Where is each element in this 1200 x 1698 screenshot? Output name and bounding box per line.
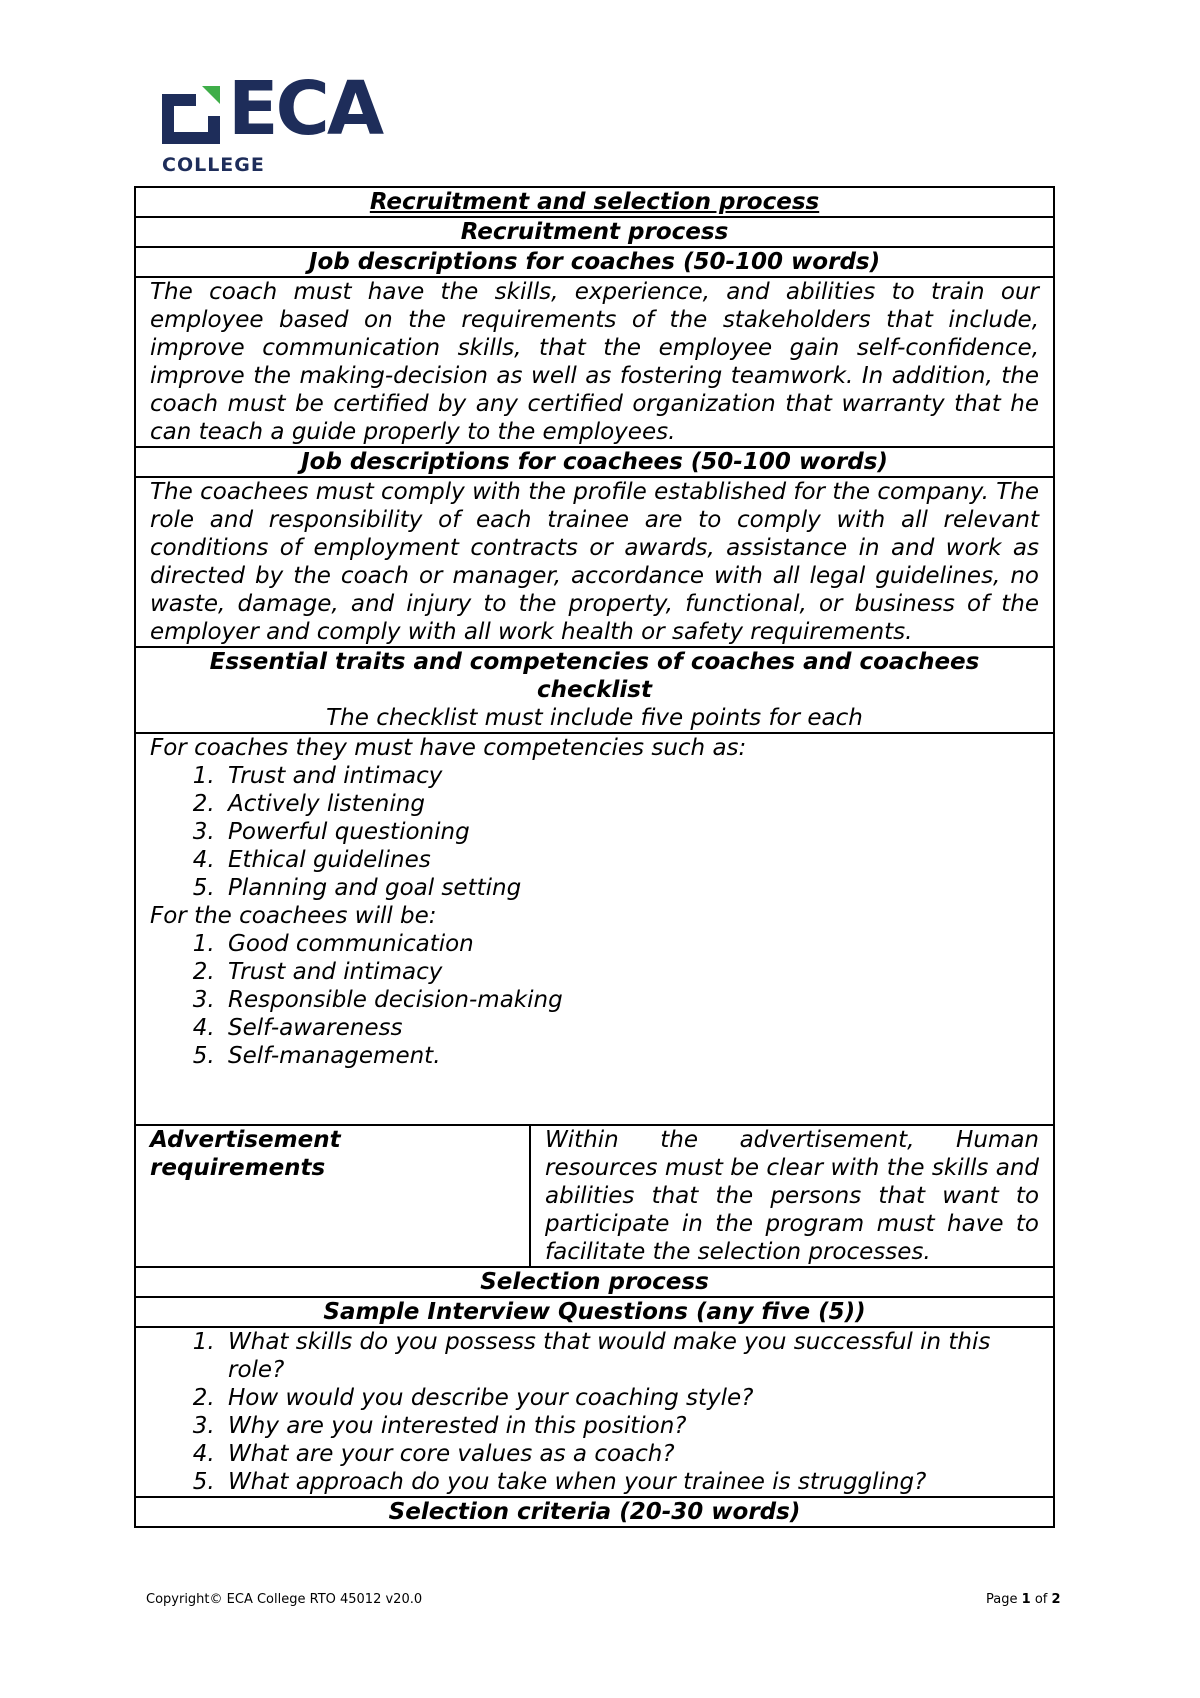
eca-logo-icon: [162, 86, 220, 144]
list-item: 3. Powerful questioning: [222, 818, 1039, 846]
list-item: 2. Actively listening: [222, 790, 1039, 818]
list-item: 1. Trust and intimacy: [222, 762, 1039, 790]
coachees-job-description: The coachees must comply with the profile established for the company. The role and responsibility of each trainee are to comply with all relevant conditions of employment contracts or awards, assistance in and work as directed by the coach or manager, accordance with all legal guidelines, no waste, damage, and injury to the property, functional, or business of the employer and comply with all work health or safety requirements.: [135, 477, 1054, 647]
advertisement-label: Advertisement requirements: [135, 1125, 530, 1267]
coachees-job-heading: Job descriptions for coachees (50-100 words): [135, 447, 1054, 477]
coachees-competency-list: [150, 930, 1039, 1070]
traits-heading-cell: [135, 647, 1054, 733]
logo-wordmark: ECA: [228, 66, 382, 152]
list-item: 3. Why are you interested in this position?: [222, 1412, 1039, 1440]
coaches-job-description: The coach must have the skills, experience, and abilities to train our employee based on the requirements of the stakeholders that include, improve communication skills, that the employee gain self-confidence, improve the making-decision as well as fostering teamwork. In addition, the coach must be certified by any certified organization that warranty that he can teach a guide properly to the employees.: [135, 277, 1054, 447]
interview-questions-cell: [135, 1327, 1054, 1497]
list-item: 5. Self-management.: [222, 1042, 1039, 1070]
list-item: 4. What are your core values as a coach?: [222, 1440, 1039, 1468]
recruitment-heading: Recruitment process: [135, 217, 1054, 247]
list-item: 4. Ethical guidelines: [222, 846, 1039, 874]
page-current: 1: [1021, 1592, 1031, 1607]
interview-question-list: [150, 1328, 1039, 1496]
page-total: 2: [1051, 1592, 1061, 1607]
traits-checklist-cell: [135, 733, 1054, 1125]
traits-heading: Essential traits and competencies of coaches and coachees checklist: [209, 649, 980, 703]
coaches-competency-list: [150, 762, 1039, 902]
list-item: 1. Good communication: [222, 930, 1039, 958]
interview-heading: Sample Interview Questions (any five (5)): [135, 1297, 1054, 1327]
list-item: 5. Planning and goal setting: [222, 874, 1039, 902]
list-item: 4. Self-awareness: [222, 1014, 1039, 1042]
list-item: 3. Responsible decision-making: [222, 986, 1039, 1014]
page-label: Page: [986, 1592, 1018, 1607]
assessment-table: [134, 186, 1055, 1528]
footer-page-number: [986, 1592, 1061, 1607]
list-item: 2. How would you describe your coaching style?: [222, 1384, 1039, 1412]
list-item: 1. What skills do you possess that would make you successful in this role?: [222, 1328, 1039, 1384]
list-item: 2. Trust and intimacy: [222, 958, 1039, 986]
coaches-intro: For coaches they must have competencies such as:: [150, 735, 747, 761]
traits-subheading: The checklist must include five points for each: [326, 705, 863, 731]
logo-subtext: COLLEGE: [162, 154, 265, 176]
advertisement-text: Within the advertisement, Human resources must be clear with the skills and abilities that the persons that want to participate in the program must have to facilitate the selection processes.: [530, 1125, 1054, 1267]
table-title: Recruitment and selection process: [135, 187, 1054, 217]
coaches-job-heading: Job descriptions for coaches (50-100 words): [135, 247, 1054, 277]
footer-copyright: Copyright© ECA College RTO 45012 v20.0: [146, 1592, 423, 1607]
selection-heading: Selection process: [135, 1267, 1054, 1297]
coachees-intro: For the coachees will be:: [150, 903, 437, 929]
eca-college-logo: [162, 66, 422, 176]
list-item: 5. What approach do you take when your trainee is struggling?: [222, 1468, 1039, 1496]
selection-criteria-heading: Selection criteria (20-30 words): [135, 1497, 1054, 1527]
page-of: of: [1034, 1592, 1048, 1607]
